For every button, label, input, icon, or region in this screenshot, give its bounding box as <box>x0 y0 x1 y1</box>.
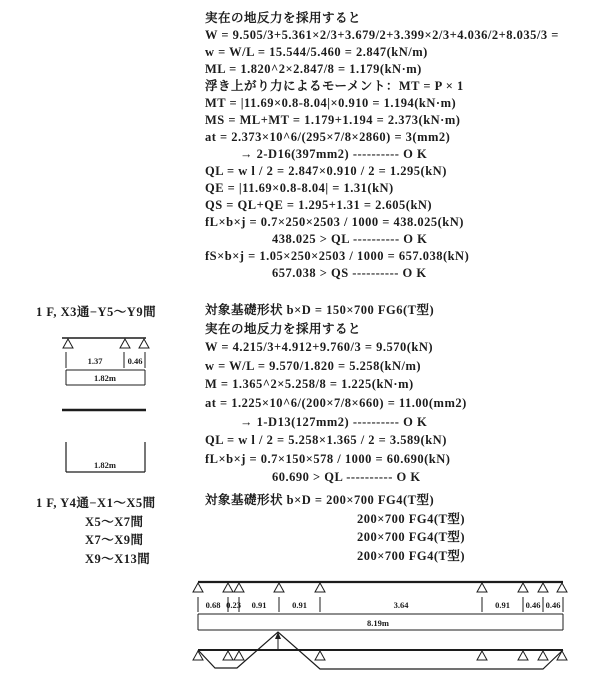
calc-line: fL×b×j = 0.7×250×2503 / 1000 = 438.025(kN) <box>205 215 464 229</box>
calc-line: ML = 1.820^2×2.847/8 = 1.179(kN·m) <box>205 62 422 76</box>
dim-value: 0.23 <box>226 600 241 610</box>
calc-line: 浮き上がり力によるモーメント：MT = P × 1 <box>205 79 464 93</box>
support-icon <box>477 583 487 592</box>
span-label-x7x9: X7〜X9間 <box>85 533 144 547</box>
calc-line: 対象基礎形状 b×D = 200×700 FG4(T型) <box>205 493 435 507</box>
dim-value: 0.46 <box>525 600 541 610</box>
moment-diagram <box>193 632 567 669</box>
section-calc-1 <box>205 10 610 282</box>
support-icon <box>315 583 325 592</box>
dim-total: 8.19m <box>367 618 389 628</box>
calc-line: MS = ML+MT = 1.179+1.194 = 2.373(kN·m) <box>205 113 461 127</box>
calc-line: QL = w l / 2 = 2.847×0.910 / 2 = 1.295(kN) <box>205 164 447 178</box>
dimension-bracket <box>66 442 145 472</box>
dim-value: 0.91 <box>292 600 307 610</box>
calc-line: at = 1.225×10^6/(200×7/8×660) = 11.00(mm2) <box>205 395 467 410</box>
calc-line: QL = w l / 2 = 5.258×1.365 / 2 = 3.589(kN) <box>205 433 447 448</box>
beam-with-supports <box>62 338 149 348</box>
dim-value: 1.37 <box>87 356 103 366</box>
calc-line: QE = |11.69×0.8-8.04| = 1.31(kN) <box>205 181 394 195</box>
calc-line-result: 60.690 > QL ---------- O K <box>272 470 421 485</box>
calc-line: fS×b×j = 1.05×250×2503 / 1000 = 657.038(kN) <box>205 249 470 263</box>
dimension-total <box>198 614 563 630</box>
support-icon <box>518 583 528 592</box>
support-icon <box>477 651 487 660</box>
dim-value: 0.91 <box>495 600 510 610</box>
section-calc-3 <box>205 491 610 565</box>
beam-with-supports <box>193 582 567 592</box>
support-icon <box>518 651 528 660</box>
support-icon <box>63 339 73 348</box>
support-icon <box>538 583 548 592</box>
calc-line: W = 9.505/3+5.361×2/3+3.679/2+3.399×2/3+4.036/2+8.035/3 = <box>205 28 559 42</box>
support-icon <box>557 583 567 592</box>
support-icon <box>315 651 325 660</box>
support-icon <box>139 339 149 348</box>
calc-line: M = 1.365^2×5.258/8 = 1.225(kN·m) <box>205 377 414 392</box>
calc-line: MT = |11.69×0.8-8.04|×0.910 = 1.194(kN·m) <box>205 96 457 110</box>
dim-value: 3.64 <box>393 600 409 610</box>
support-icon <box>274 583 284 592</box>
support-icon <box>120 339 130 348</box>
calc-line-result: 438.025 > QL ---------- O K <box>272 232 428 246</box>
span-label-x3: 1 F, X3通−Y5〜Y9間 <box>36 305 157 319</box>
support-icon <box>193 651 203 660</box>
calc-line: 200×700 FG4(T型) <box>357 530 466 545</box>
calc-line: QS = QL+QE = 1.295+1.31 = 2.605(kN) <box>205 198 433 212</box>
support-icon <box>223 583 233 592</box>
calc-line: w = W/L = 15.544/5.460 = 2.847(kN/m) <box>205 45 428 59</box>
dimension-row <box>66 352 145 368</box>
calc-line-result: → 2-D16(397mm2) ---------- O K <box>240 147 428 161</box>
support-icon <box>223 651 233 660</box>
span-label-y4: 1 F, Y4通−X1〜X5間 <box>36 496 156 510</box>
calc-line: fL×b×j = 0.7×150×578 / 1000 = 60.690(kN) <box>205 451 451 466</box>
span-diagram-x3 <box>55 330 155 480</box>
support-icon <box>234 651 244 660</box>
calc-line: w = W/L = 9.570/1.820 = 5.258(kN/m) <box>205 358 422 373</box>
calc-line-result: → 1-D13(127mm2) ---------- O K <box>240 414 428 429</box>
dim-value: 0.91 <box>251 600 267 610</box>
dimension-total <box>66 370 145 385</box>
span-label-x5x7: X5〜X7間 <box>85 515 144 529</box>
calc-line: W = 4.215/3+4.912+9.760/3 = 9.570(kN) <box>205 340 434 355</box>
support-icon <box>557 651 567 660</box>
dim-value: 0.68 <box>205 600 221 610</box>
dim-value: 0.46 <box>127 356 143 366</box>
span-label-x9x13: X9〜X13間 <box>85 552 151 566</box>
support-icon <box>234 583 244 592</box>
calc-line: 実在の地反力を採用すると <box>205 321 362 336</box>
dimension-row <box>198 597 563 612</box>
section-calc-2 <box>205 301 610 487</box>
calc-line: 200×700 FG4(T型) <box>357 511 466 526</box>
beam-diagram-y4 <box>185 572 613 675</box>
calc-line: 対象基礎形状 b×D = 150×700 FG6(T型) <box>205 303 435 317</box>
calc-line: at = 2.373×10^6/(295×7/8×2860) = 3(mm2) <box>205 130 451 144</box>
support-icon <box>193 583 203 592</box>
calc-line: 実在の地反力を採用すると <box>205 11 362 25</box>
dim-total: 1.82m <box>94 460 116 470</box>
support-icon <box>538 651 548 660</box>
dim-total: 1.82m <box>94 373 116 383</box>
calc-line-result: 657.038 > QS ---------- O K <box>272 266 427 280</box>
calc-line: 200×700 FG4(T型) <box>357 548 466 563</box>
dim-value: 0.46 <box>545 600 561 610</box>
